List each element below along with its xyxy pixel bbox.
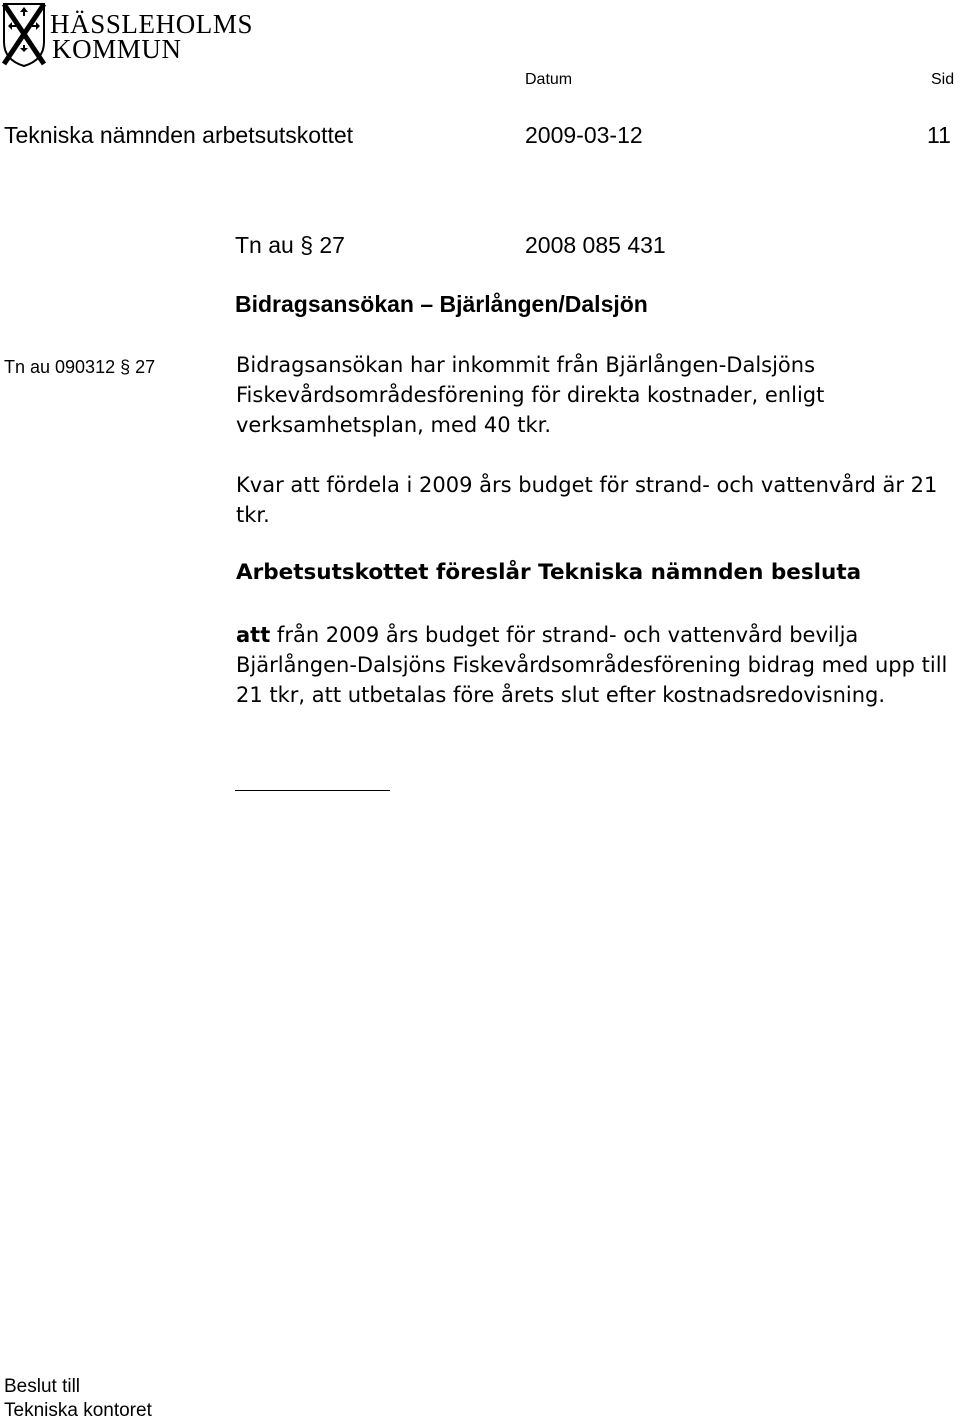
distribution-recipient: Tekniska kontoret bbox=[4, 1400, 152, 1421]
paragraph-reference: Tn au § 27 bbox=[235, 232, 345, 258]
distribution-label: Beslut till bbox=[4, 1376, 81, 1397]
decision-keyword: att bbox=[236, 623, 271, 647]
meeting-date: 2009-03-12 bbox=[525, 122, 643, 148]
body-paragraph-2: Kvar att fördela i 2009 års budget för strand- och vattenvård är 21 tkr. bbox=[236, 473, 938, 527]
margin-reference: Tn au 090312 § 27 bbox=[4, 357, 156, 377]
decision-text: från 2009 års budget för strand- och vattenvård bevilja Bjärlången-Dalsjöns Fiskevårdsområdesförening bidrag med upp till 21 tkr, att utbetalas före årets slut efter kostnadsredovisning. bbox=[236, 623, 948, 707]
case-number: 2008 085 431 bbox=[525, 232, 666, 258]
decision-paragraph bbox=[236, 620, 956, 710]
page-number: 11 bbox=[927, 122, 951, 148]
proposal-heading: Arbetsutskottet föreslår Tekniska nämnden besluta bbox=[236, 560, 862, 585]
body-paragraph-1: Bidragsansökan har inkommit från Bjärlången-Dalsjöns Fiskevårdsområdesförening för direkta kostnader, enligt verksamhetsplan, med 40 tkr. bbox=[236, 353, 825, 437]
document-heading: Bidragsansökan – Bjärlången/Dalsjön bbox=[235, 291, 648, 317]
committee-name: Tekniska nämnden arbetsutskottet bbox=[4, 122, 354, 148]
page-label: Sid bbox=[931, 71, 955, 88]
date-label: Datum bbox=[525, 71, 573, 88]
organization-name: HÄSSLEHOLMS bbox=[50, 9, 254, 39]
organization-type: KOMMUN bbox=[52, 34, 182, 64]
end-rule bbox=[235, 790, 390, 791]
hassleholm-coat-of-arms-icon bbox=[2, 2, 46, 68]
